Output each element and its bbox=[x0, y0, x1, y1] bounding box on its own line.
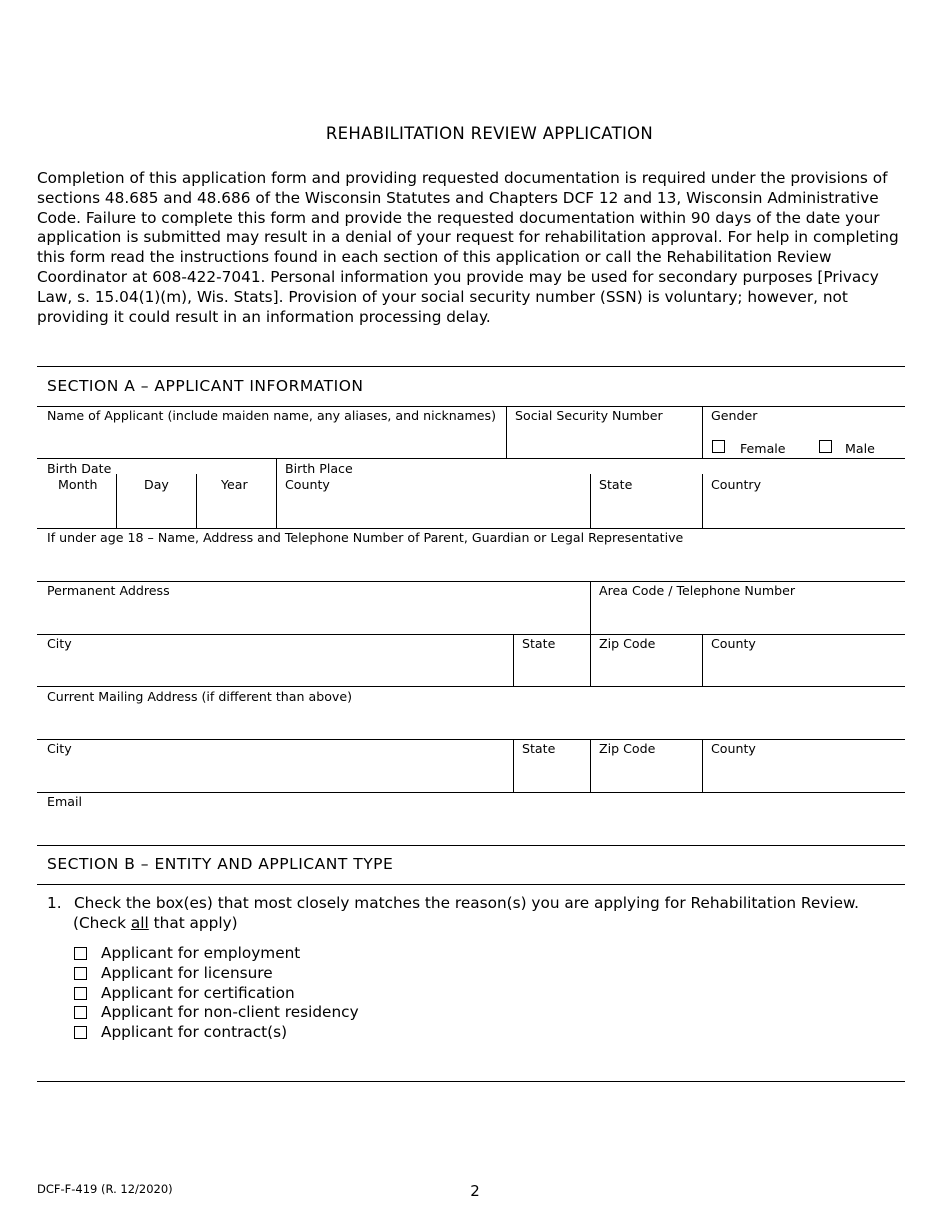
male-checkbox[interactable] bbox=[819, 440, 832, 453]
divider bbox=[506, 406, 507, 458]
divider bbox=[196, 474, 197, 528]
row-rule bbox=[37, 634, 905, 635]
employment-option-label: Applicant for employment bbox=[101, 944, 301, 962]
divider bbox=[590, 474, 591, 528]
section-b-top-rule bbox=[37, 845, 905, 846]
birth-day-label: Day bbox=[144, 477, 169, 492]
divider bbox=[116, 474, 117, 528]
guardian-label: If under age 18 – Name, Address and Telephone Number of Parent, Guardian or Legal Representative bbox=[47, 530, 684, 545]
divider bbox=[702, 634, 703, 686]
non-client-residency-checkbox[interactable] bbox=[74, 1006, 87, 1019]
divider bbox=[513, 739, 514, 792]
row-rule bbox=[37, 581, 905, 582]
birth-county-label: County bbox=[285, 477, 330, 492]
birth-year-label: Year bbox=[221, 477, 248, 492]
section-a-top-rule bbox=[37, 366, 905, 367]
female-label: Female bbox=[740, 441, 786, 456]
certification-checkbox[interactable] bbox=[74, 987, 87, 1000]
intro-paragraph: Completion of this application form and providing requested documentation is required under the provisions of sections 48.685 and 48.686 of the Wisconsin Statutes and Chapters DCF 12 and 13, Wisconsin Administrative Code. Failure to complete this form and provide the requested documentation within 90 days of the date your application is submitted may result in a denial of your request for rehabilitation approval. For help in completing this form read the instructions found in each section of this application or call the Rehabilitation Review Coordinator at 608-422-7041. Personal information you provide may be used for secondary purposes [Privacy Law, s. 15.04(1)(m), Wis. Stats]. Provision of your social security number (SSN) is voluntary; however, not providing it could result in an information processing delay. bbox=[37, 169, 899, 326]
permanent-county-label: County bbox=[711, 636, 756, 651]
mailing-zip-label: Zip Code bbox=[599, 741, 656, 756]
birth-date-label: Birth Date bbox=[47, 461, 112, 476]
telephone-label: Area Code / Telephone Number bbox=[599, 583, 796, 598]
ssn-label: Social Security Number bbox=[515, 408, 663, 423]
question-1-number: 1. bbox=[47, 894, 62, 912]
non-client-residency-option-label: Applicant for non-client residency bbox=[101, 1003, 359, 1021]
divider bbox=[590, 739, 591, 792]
row-rule bbox=[37, 458, 905, 459]
divider bbox=[702, 474, 703, 528]
row-rule bbox=[37, 792, 905, 793]
licensure-checkbox[interactable] bbox=[74, 967, 87, 980]
row-rule bbox=[37, 528, 905, 529]
section-a-header-rule bbox=[37, 406, 905, 407]
birth-month-label: Month bbox=[58, 477, 98, 492]
licensure-option-label: Applicant for licensure bbox=[101, 964, 273, 982]
employment-checkbox[interactable] bbox=[74, 947, 87, 960]
certification-option-label: Applicant for certification bbox=[101, 984, 295, 1002]
email-label: Email bbox=[47, 794, 82, 809]
name-of-applicant-label: Name of Applicant (include maiden name, any aliases, and nicknames) bbox=[47, 408, 496, 423]
permanent-address-label: Permanent Address bbox=[47, 583, 170, 598]
form-id: DCF-F-419 (R. 12/2020) bbox=[37, 1182, 173, 1196]
divider bbox=[702, 739, 703, 792]
birth-place-label: Birth Place bbox=[285, 461, 353, 476]
permanent-city-label: City bbox=[47, 636, 72, 651]
row-rule bbox=[37, 686, 905, 687]
mailing-city-label: City bbox=[47, 741, 72, 756]
gender-label: Gender bbox=[711, 408, 758, 423]
mailing-county-label: County bbox=[711, 741, 756, 756]
form-title: REHABILITATION REVIEW APPLICATION bbox=[325, 124, 654, 143]
divider bbox=[276, 458, 277, 528]
section-a-heading: SECTION A – APPLICANT INFORMATION bbox=[47, 377, 364, 395]
divider bbox=[702, 406, 703, 458]
female-checkbox[interactable] bbox=[712, 440, 725, 453]
contracts-checkbox[interactable] bbox=[74, 1026, 87, 1039]
permanent-state-label: State bbox=[522, 636, 556, 651]
permanent-zip-label: Zip Code bbox=[599, 636, 656, 651]
page-number: 2 bbox=[470, 1182, 480, 1200]
divider bbox=[590, 634, 591, 686]
section-b-header-rule bbox=[37, 884, 905, 885]
section-b-heading: SECTION B – ENTITY AND APPLICANT TYPE bbox=[47, 855, 394, 873]
birth-state-label: State bbox=[599, 477, 633, 492]
question-1-note: (Check all that apply) bbox=[73, 914, 238, 932]
male-label: Male bbox=[845, 441, 875, 456]
birth-country-label: Country bbox=[711, 477, 762, 492]
contracts-option-label: Applicant for contract(s) bbox=[101, 1023, 288, 1041]
mailing-address-label: Current Mailing Address (if different than above) bbox=[47, 689, 353, 704]
question-1-text: Check the box(es) that most closely matches the reason(s) you are applying for Rehabilitation Review. bbox=[74, 894, 859, 912]
divider bbox=[513, 634, 514, 686]
mailing-state-label: State bbox=[522, 741, 556, 756]
row-rule bbox=[37, 739, 905, 740]
section-b-bottom-rule bbox=[37, 1081, 905, 1082]
divider bbox=[590, 581, 591, 634]
